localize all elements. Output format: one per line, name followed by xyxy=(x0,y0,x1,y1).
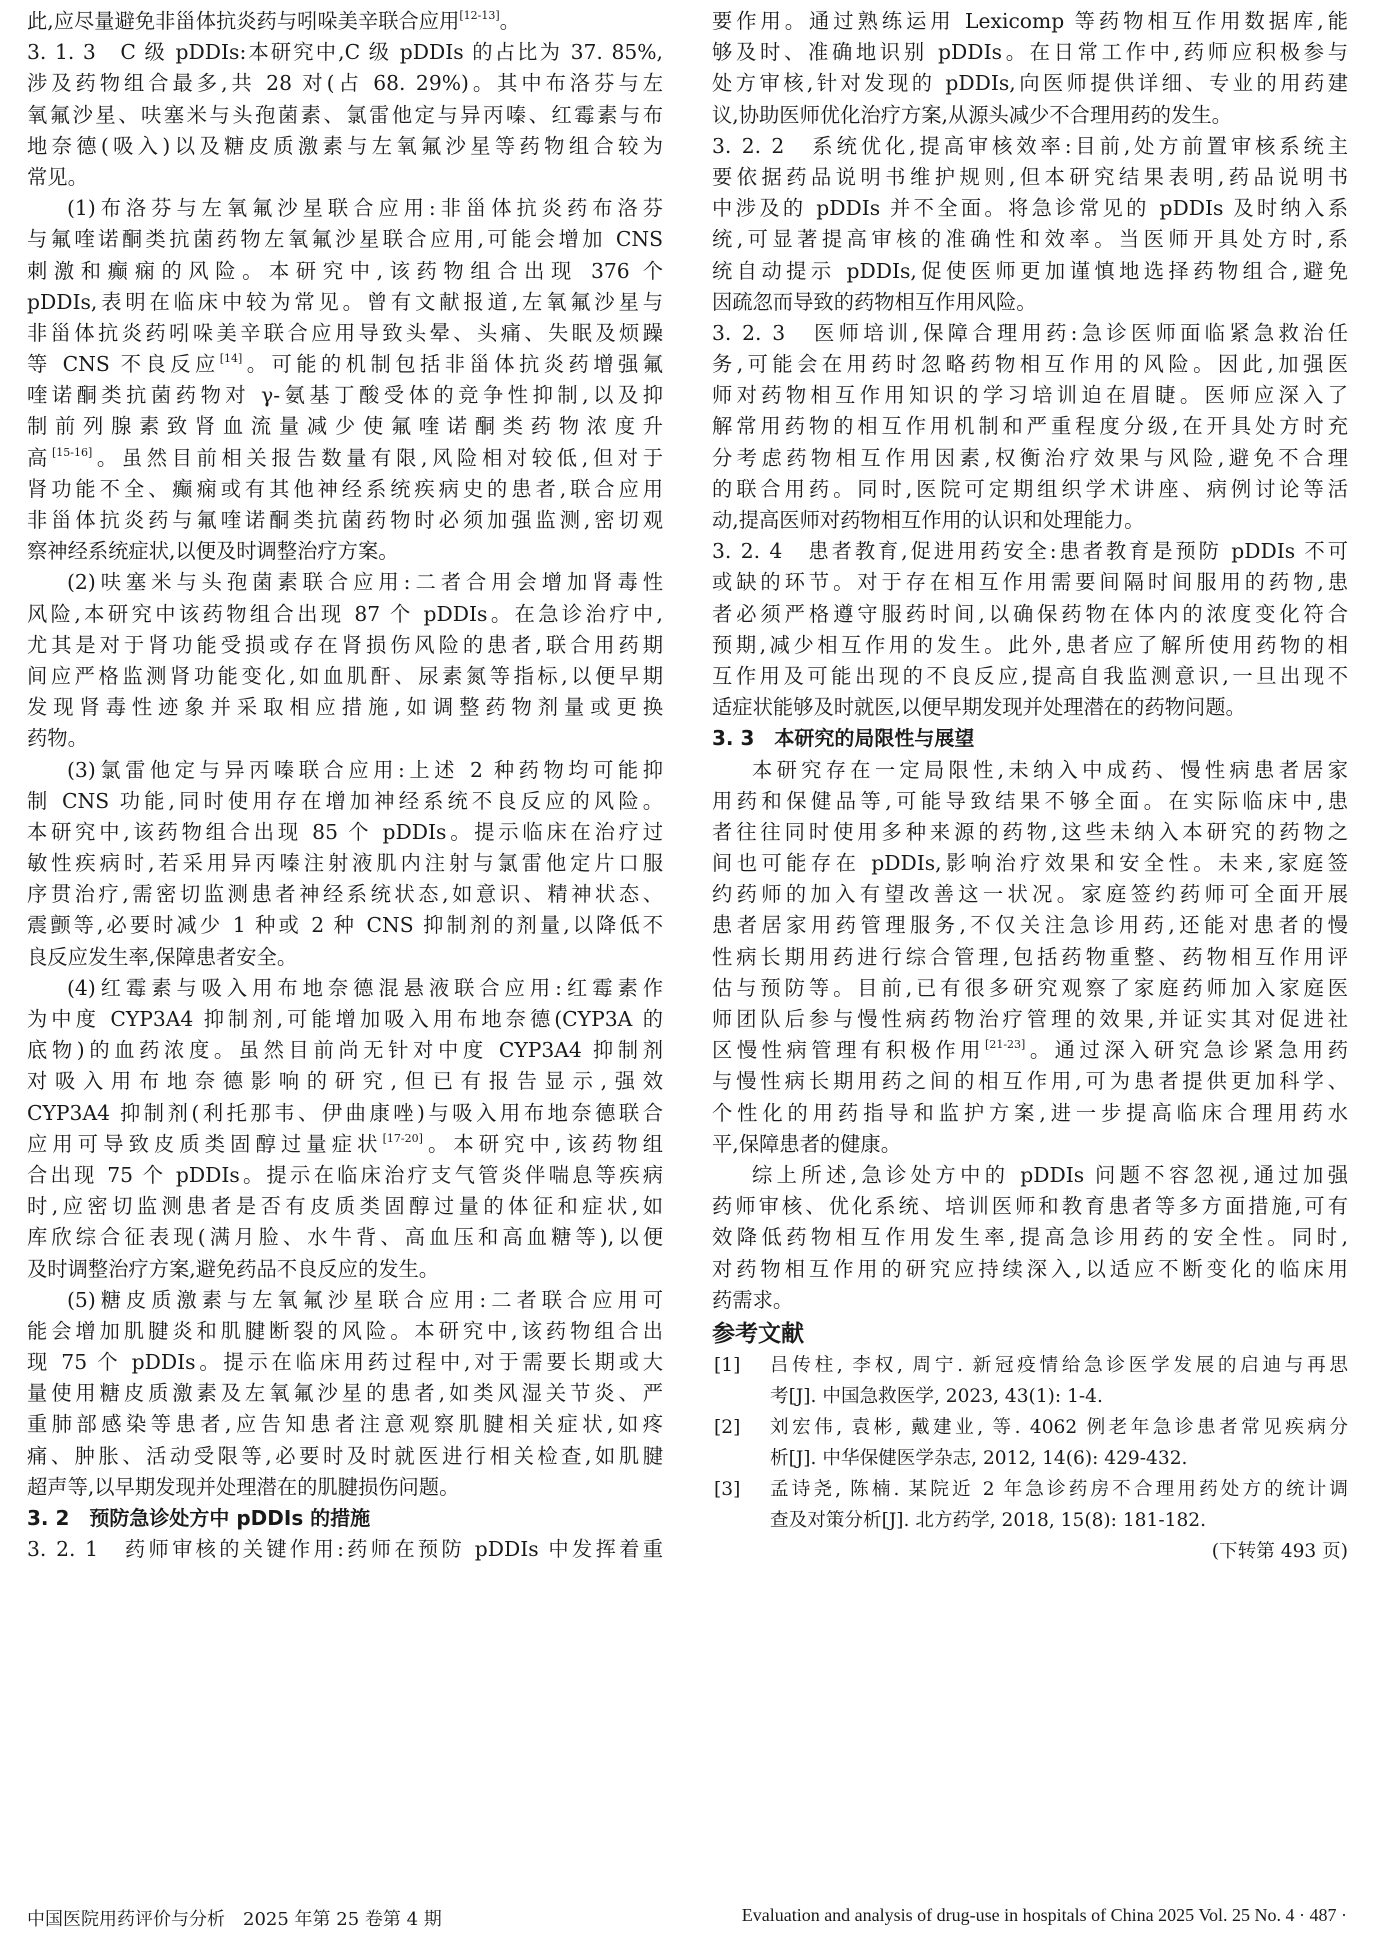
text-line xyxy=(712,100,1348,131)
line-text: 者往往同时使用多种来源的药物,这些未纳入本研究的药物之 xyxy=(712,819,1348,844)
text-line xyxy=(27,411,663,442)
text-line xyxy=(712,6,1348,37)
text-line xyxy=(27,942,663,973)
text-line xyxy=(712,536,1348,567)
text-line xyxy=(712,786,1348,817)
text-line xyxy=(27,380,663,411)
text-line xyxy=(712,848,1348,879)
line-text: 3. 2. 3 医师培训,保障合理用药:急诊医师面临紧急救治任 xyxy=(712,320,1348,345)
line-text: 非甾体抗炎药与氟喹诺酮类抗菌药物时必须加强监测,密切观 xyxy=(27,508,663,532)
line-text: 非甾体抗炎药吲哚美辛联合应用导致头晕、头痛、失眠及烦躁 xyxy=(27,320,663,345)
line-text: 性病长期用药进行综合管理,包括药物重整、药物相互作用评 xyxy=(712,944,1348,969)
line-text: 统,可显著提高审核的准确性和效率。当医师开具处方时,系 xyxy=(712,227,1348,252)
text-line xyxy=(27,443,663,474)
line-text: 议,协助医师优化治疗方案,从源头减少不合理用药的发生。 xyxy=(712,102,1232,127)
text-line xyxy=(712,287,1348,318)
line-text: 本研究存在一定局限性,未纳入中成药、慢性病患者居家 xyxy=(752,757,1348,782)
text-line xyxy=(27,1441,663,1472)
line-text: 互作用及可能出现的不良反应,提高自我监测意识,一旦出现不 xyxy=(712,663,1348,688)
line-text: 3. 2 预防急诊处方中 pDDIs 的措施 xyxy=(27,1506,371,1530)
text-line xyxy=(27,162,663,193)
text-line xyxy=(27,848,663,879)
line-text: 高 xyxy=(27,445,52,470)
text-line xyxy=(712,1098,1348,1129)
line-tail: 。通过深入研究急诊紧急用药 xyxy=(1025,1038,1348,1063)
text-line xyxy=(712,692,1348,723)
text-line xyxy=(27,1254,663,1285)
text-line xyxy=(27,224,663,255)
line-text: 的联合用药。同时,医院可定期组织学术讲座、病例讨论等活 xyxy=(712,476,1348,501)
line-text: 与慢性病长期用药之间的相互作用,可为患者提供更加科学、 xyxy=(712,1069,1348,1094)
line-text: 与氟喹诺酮类抗菌药物左氧氟沙星联合应用,可能会增加 CNS xyxy=(27,227,663,252)
line-text: (4)红霉素与吸入用布地奈德混悬液联合应用:红霉素作 xyxy=(67,975,663,1000)
line-text: 风险,本研究中该药物组合出现 87 个 pDDIs。在急诊治疗中, xyxy=(27,601,663,626)
line-text: 现 75 个 pDDIs。提示在临床用药过程中,对于需要长期或大 xyxy=(27,1350,663,1375)
text-line xyxy=(712,973,1348,1004)
line-tail: 。可能的机制包括非甾体抗炎药增强氟 xyxy=(242,352,663,377)
line-text: 平,保障患者的健康。 xyxy=(712,1131,901,1156)
line-text: 区慢性病管理有积极作用 xyxy=(712,1038,986,1063)
line-text: 时,应密切监测患者是否有皮质类固醇过量的体征和症状,如 xyxy=(27,1194,663,1219)
line-text: 间也可能存在 pDDIs,影响治疗效果和安全性。未来,家庭签 xyxy=(712,851,1348,876)
text-line xyxy=(712,505,1348,536)
line-text: 量使用糖皮质激素及左氧氟沙星的患者,如类风湿关节炎、严 xyxy=(27,1381,663,1406)
line-text: 估与预防等。目前,已有很多研究观察了家庭药师加入家庭医 xyxy=(712,975,1348,1000)
line-text: (2)呋塞米与头孢菌素联合应用:二者合用会增加肾毒性 xyxy=(67,570,663,595)
text-line xyxy=(27,755,663,786)
text-line xyxy=(712,131,1348,162)
text-line xyxy=(27,1035,663,1066)
text-line xyxy=(27,1191,663,1222)
text-line xyxy=(27,256,663,287)
text-line xyxy=(27,318,663,349)
text-line xyxy=(27,37,663,68)
line-text: 重肺部感染等患者,应告知患者注意观察肌腱相关症状,如疼 xyxy=(27,1412,663,1437)
line-text: 超声等,以早期发现并处理潜在的肌腱损伤问题。 xyxy=(27,1474,460,1499)
footer-english-info: Evaluation and analysis of drug-use in hospitals of China 2025 Vol. 25 No. 4 · 487 · xyxy=(741,1905,1347,1925)
reference-number: [3] xyxy=(714,1478,741,1500)
text-line xyxy=(27,599,663,630)
text-line xyxy=(712,817,1348,848)
line-text: CYP3A4 抑制剂(利托那韦、伊曲康唑)与吸入用布地奈德联合 xyxy=(27,1100,663,1125)
line-text: 综上所述,急诊处方中的 pDDIs 问题不容忽视,通过加强 xyxy=(752,1162,1348,1187)
citation-superscript: [21-23] xyxy=(985,1038,1026,1052)
line-text: 约药师的加入有望改善这一状况。家庭签约药师可全面开展 xyxy=(712,882,1348,907)
right-column-body xyxy=(712,6,1348,1316)
section-heading xyxy=(27,1503,663,1534)
line-text: 制前列腺素致肾血流量减少使氟喹诺酮类药物浓度升 xyxy=(27,414,663,439)
text-line xyxy=(712,879,1348,910)
line-text: 此,应尽量避免非甾体抗炎药与吲哚美辛联合应用 xyxy=(27,9,460,33)
text-line xyxy=(27,817,663,848)
line-text: 库欣综合征表现(满月脸、水牛背、高血压和高血糖等),以便 xyxy=(27,1225,663,1250)
line-text: 3. 1. 3 C 级 pDDIs:本研究中,C 级 pDDIs 的占比为 37. 85%, xyxy=(27,40,663,65)
line-text: 患者居家用药管理服务,不仅关注急诊用药,还能对患者的慢 xyxy=(712,913,1348,938)
line-text: 或缺的环节。对于存在相互作用需要间隔时间服用的药物,患 xyxy=(712,570,1348,595)
reference-text-line: 吕传柱, 李权, 周宁. 新冠疫情给急诊医学发展的启迪与再思 xyxy=(770,1354,1348,1376)
line-text: 常见。 xyxy=(27,164,88,189)
line-text: 药师审核、优化系统、培训医师和教育患者等多方面措施,可有 xyxy=(712,1194,1348,1219)
line-text: 应用可导致皮质类固醇过量症状 xyxy=(27,1131,383,1156)
text-line xyxy=(712,1285,1348,1316)
line-text: 尤其是对于肾功能受损或存在肾损伤风险的患者,联合用药期 xyxy=(27,632,663,657)
line-text: 适症状能够及时就医,以便早期发现并处理潜在的药物问题。 xyxy=(712,695,1246,720)
line-text: 用药和保健品等,可能导致结果不够全面。在实际临床中,患 xyxy=(712,788,1348,813)
line-text: 肾功能不全、癫痫或有其他神经系统疾病史的患者,联合应用 xyxy=(27,476,663,501)
reference-item xyxy=(712,1474,1348,1536)
text-line xyxy=(27,100,663,131)
line-text: 对吸入用布地奈德影响的研究,但已有报告显示,强效 xyxy=(27,1069,663,1094)
text-line xyxy=(712,349,1348,380)
line-text: 预期,减少相互作用的发生。此外,患者应了解所使用药物的相 xyxy=(712,632,1348,657)
line-text: 3. 2. 2 系统优化,提高审核效率:目前,处方前置审核系统主 xyxy=(712,133,1348,158)
text-line xyxy=(27,1472,663,1503)
line-text: 药物。 xyxy=(27,726,88,751)
text-line xyxy=(712,474,1348,505)
text-line xyxy=(712,68,1348,99)
text-line xyxy=(27,910,663,941)
line-text: 效降低药物相互作用发生率,提高急诊用药的安全性。同时, xyxy=(712,1225,1348,1250)
line-text: 师团队后参与慢性病药物治疗管理的效果,并证实其对促进社 xyxy=(712,1007,1348,1031)
line-text: 底物)的血药浓度。虽然目前尚无针对中度 CYP3A4 抑制剂 xyxy=(27,1038,663,1063)
text-line xyxy=(27,193,663,224)
text-line xyxy=(27,1409,663,1440)
line-text: 能会增加肌腱炎和肌腱断裂的风险。本研究中,该药物组合出 xyxy=(27,1318,663,1343)
text-line xyxy=(27,1160,663,1191)
line-text: 够及时、准确地识别 pDDIs。在日常工作中,药师应积极参与 xyxy=(712,40,1348,65)
line-text: (5)糖皮质激素与左氧氟沙星联合应用:二者联合应用可 xyxy=(67,1287,663,1312)
line-text: 刺激和癫痫的风险。本研究中,该药物组合出现 376 个 xyxy=(27,258,663,283)
line-tail: 。虽然目前相关报告数量有限,风险相对较低,但对于 xyxy=(92,445,663,470)
reference-text-line: 刘宏伟, 袁彬, 戴建业, 等. 4062 例老年急诊患者常见疾病分 xyxy=(770,1416,1348,1438)
text-line xyxy=(27,131,663,162)
footer-journal-info: 中国医院用药评价与分析 2025 年第 25 卷第 4 期 xyxy=(27,1909,442,1930)
line-text: 发现肾毒性迹象并采取相应措施,如调整药物剂量或更换 xyxy=(27,695,663,720)
right-column xyxy=(712,6,1348,1567)
text-line xyxy=(27,1004,663,1035)
line-text: 处方审核,针对发现的 pDDIs,向医师提供详细、专业的用药建 xyxy=(712,71,1348,96)
line-text: 喹诺酮类抗菌药物对 γ-氨基丁酸受体的竞争性抑制,以及抑 xyxy=(27,383,663,408)
line-text: 地奈德(吸入)以及糖皮质激素与左氧氟沙星等药物组合较为 xyxy=(27,133,663,158)
text-line xyxy=(27,287,663,318)
reference-list xyxy=(712,1350,1348,1536)
line-text: 为中度 CYP3A4 抑制剂,可能增加吸入用布地奈德(CYP3A 的 xyxy=(27,1007,663,1031)
text-line xyxy=(712,224,1348,255)
text-line xyxy=(712,1254,1348,1285)
text-line xyxy=(712,661,1348,692)
line-text: 对药物相互作用的研究应持续深入,以适应不断变化的临床用 xyxy=(712,1256,1348,1281)
text-line xyxy=(27,1129,663,1160)
text-line xyxy=(27,661,663,692)
citation-superscript: [17-20] xyxy=(382,1131,423,1145)
line-text: 因疏忽而导致的药物相互作用风险。 xyxy=(712,289,1037,314)
text-line xyxy=(712,1004,1348,1035)
citation-superscript: [15-16] xyxy=(51,445,93,459)
text-line xyxy=(27,1222,663,1253)
line-text: 序贯治疗,需密切监测患者神经系统状态,如意识、精神状态、 xyxy=(27,882,663,907)
text-line xyxy=(712,318,1348,349)
text-line xyxy=(712,567,1348,598)
reference-text-line: 孟诗尧, 陈楠. 某院近 2 年急诊药房不合理用药处方的统计调 xyxy=(770,1478,1348,1500)
line-text: 本研究中,该药物组合出现 85 个 pDDIs。提示临床在治疗过 xyxy=(27,819,663,844)
text-line xyxy=(712,256,1348,287)
text-line xyxy=(712,1160,1348,1191)
text-line xyxy=(712,1066,1348,1097)
text-line xyxy=(712,1035,1348,1066)
line-text: 个性化的用药指导和监护方案,进一步提高临床合理用药水 xyxy=(712,1100,1348,1125)
reference-text-line: 析[J]. 中华保健医学杂志, 2012, 14(6): 429-432. xyxy=(770,1447,1188,1469)
text-line xyxy=(27,1378,663,1409)
line-text: 合出现 75 个 pDDIs。提示在临床治疗支气管炎伴喘息等疾病 xyxy=(27,1162,663,1187)
text-line xyxy=(27,1285,663,1316)
line-text: 分考虑药物相互作用因素,权衡治疗效果与风险,避免不合理 xyxy=(712,445,1348,470)
reference-text-line: 查及对策分析[J]. 北方药学, 2018, 15(8): 181-182. xyxy=(770,1509,1207,1531)
line-text: 中涉及的 pDDIs 并不全面。将急诊常见的 pDDIs 及时纳入系 xyxy=(712,196,1348,221)
line-text: 痛、肿胀、活动受限等,必要时及时就医进行相关检查,如肌腱 xyxy=(27,1443,663,1468)
citation-superscript: [14] xyxy=(219,352,243,366)
text-line xyxy=(712,37,1348,68)
line-text: (3)氯雷他定与异丙嗪联合应用:上述 2 种药物均可能抑 xyxy=(67,757,663,782)
line-text: 等 CNS 不良反应 xyxy=(27,352,220,377)
citation-superscript: [12-13] xyxy=(459,9,500,22)
text-line xyxy=(27,723,663,754)
text-line xyxy=(27,474,663,505)
line-text: 师对药物相互作用知识的学习培训迫在眉睫。医师应深入了 xyxy=(712,383,1348,408)
text-line xyxy=(27,973,663,1004)
text-line xyxy=(27,567,663,598)
references-heading: 参考文献 xyxy=(712,1320,804,1347)
line-text: 者必须严格遵守服药时间,以确保药物在体内的浓度变化符合 xyxy=(712,601,1348,626)
line-text: 良反应发生率,保障患者安全。 xyxy=(27,944,298,969)
text-line xyxy=(27,1316,663,1347)
text-line xyxy=(27,879,663,910)
reference-item xyxy=(712,1412,1348,1474)
line-text: 间应严格监测肾功能变化,如血肌酐、尿素氮等指标,以便早期 xyxy=(27,663,663,688)
line-text: 敏性疾病时,若采用异丙嗪注射液肌内注射与氯雷他定片口服 xyxy=(27,851,663,876)
line-text: 解常用药物的相互作用机制和严重程度分级,在开具处方时充 xyxy=(712,414,1348,439)
line-text: 统自动提示 pDDIs,促使医师更加谨慎地选择药物组合,避免 xyxy=(712,258,1348,283)
reference-number: [1] xyxy=(714,1354,741,1376)
line-text: 药需求。 xyxy=(712,1287,794,1312)
section-heading xyxy=(712,723,1348,754)
line-text: 震颤等,必要时减少 1 种或 2 种 CNS 抑制剂的剂量,以降低不 xyxy=(27,913,663,938)
text-line xyxy=(712,162,1348,193)
line-text: (1)布洛芬与左氧氟沙星联合应用:非甾体抗炎药布洛芬 xyxy=(67,196,663,221)
line-text: 3. 2. 4 患者教育,促进用药安全:患者教育是预防 pDDIs 不可 xyxy=(712,539,1348,564)
line-text: 涉及药物组合最多,共 28 对(占 68. 29%)。其中布洛芬与左 xyxy=(27,71,663,96)
line-text: 3. 3 本研究的局限性与展望 xyxy=(712,726,975,751)
text-line xyxy=(27,349,663,380)
text-line xyxy=(27,786,663,817)
line-text: pDDIs,表明在临床中较为常见。曾有文献报道,左氧氟沙星与 xyxy=(27,289,663,314)
text-line xyxy=(712,411,1348,442)
text-line xyxy=(712,1222,1348,1253)
text-line xyxy=(27,692,663,723)
reference-text-line: 考[J]. 中国急救医学, 2023, 43(1): 1-4. xyxy=(770,1385,1103,1407)
text-line xyxy=(27,1066,663,1097)
line-text: 务,可能会在用药时忽略药物相互作用的风险。因此,加强医 xyxy=(712,352,1348,377)
text-line xyxy=(712,910,1348,941)
text-line xyxy=(27,505,663,536)
line-text: 要作用。通过熟练运用 Lexicomp 等药物相互作用数据库,能 xyxy=(712,9,1348,33)
line-tail: 。 xyxy=(499,9,520,33)
line-text: 动,提高医师对药物相互作用的认识和处理能力。 xyxy=(712,508,1145,532)
text-line xyxy=(712,1191,1348,1222)
text-line xyxy=(27,68,663,99)
text-line xyxy=(712,755,1348,786)
text-line xyxy=(27,536,663,567)
text-line xyxy=(27,630,663,661)
reference-item xyxy=(712,1350,1348,1412)
text-line xyxy=(27,6,663,37)
line-text: 制 CNS 功能,同时使用存在增加神经系统不良反应的风险。 xyxy=(27,788,663,813)
reference-number: [2] xyxy=(714,1416,741,1438)
text-line xyxy=(712,942,1348,973)
text-line xyxy=(27,1098,663,1129)
line-text: 氧氟沙星、呋塞米与头孢菌素、氯雷他定与异丙嗪、红霉素与布 xyxy=(27,102,663,127)
text-line xyxy=(712,193,1348,224)
continued-note: (下转第 493 页) xyxy=(1211,1540,1348,1562)
text-line xyxy=(712,380,1348,411)
line-text: 3. 2. 1 药师审核的关键作用:药师在预防 pDDIs 中发挥着重 xyxy=(27,1537,663,1562)
line-text: 要依据药品说明书维护规则,但本研究结果表明,药品说明书 xyxy=(712,164,1348,189)
text-line xyxy=(712,1129,1348,1160)
left-column xyxy=(27,6,663,1565)
line-text: 及时调整治疗方案,避免药品不良反应的发生。 xyxy=(27,1256,440,1281)
line-tail: 。本研究中,该药物组 xyxy=(422,1131,663,1156)
text-line xyxy=(712,443,1348,474)
line-text: 察神经系统症状,以便及时调整治疗方案。 xyxy=(27,539,399,564)
text-line xyxy=(712,599,1348,630)
text-line xyxy=(27,1534,663,1565)
text-line xyxy=(712,630,1348,661)
text-line xyxy=(27,1347,663,1378)
